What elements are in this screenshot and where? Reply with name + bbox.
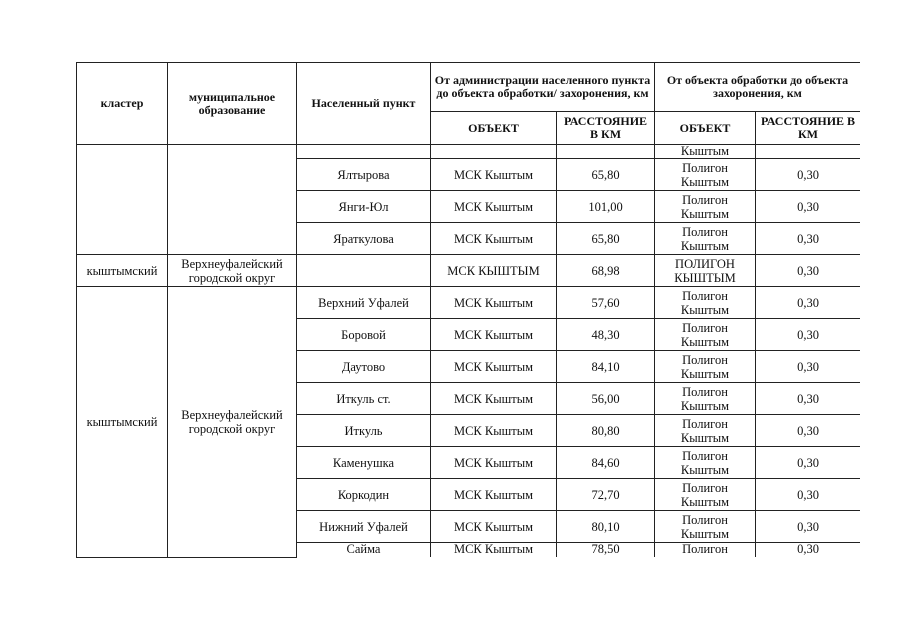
cell-object-2: Кыштым xyxy=(655,145,756,159)
cell-object-1: МСК Кыштым xyxy=(431,479,557,511)
cell-distance-1: 65,80 xyxy=(557,223,655,255)
summary-row xyxy=(77,255,861,287)
cell-distance-1: 56,00 xyxy=(557,383,655,415)
cell-settlement xyxy=(297,145,431,159)
cell-cluster-empty xyxy=(77,145,168,255)
cell-distance-2: 0,30 xyxy=(756,479,861,511)
cell-distance-1: 78,50 xyxy=(557,543,655,558)
cell-distance-2: 0,30 xyxy=(756,255,861,287)
header-group-processing-to-burial: От объекта обработки до объекта захоронения, км xyxy=(655,63,861,112)
cell-settlement xyxy=(297,255,431,287)
header-object-2: ОБЪЕКТ xyxy=(655,112,756,145)
cell-object-1: МСК Кыштым xyxy=(431,287,557,319)
cell-object-2: Полигон Кыштым xyxy=(655,159,756,191)
cell-distance-2: 0,30 xyxy=(756,287,861,319)
cell-distance-1: 80,10 xyxy=(557,511,655,543)
cell-municipality-empty xyxy=(168,145,297,255)
cell-distance-2: 0,30 xyxy=(756,511,861,543)
cell-cluster: кыштымский xyxy=(77,287,168,558)
cell-object-2: Полигон Кыштым xyxy=(655,191,756,223)
cell-distance-2: 0,30 xyxy=(756,415,861,447)
cell-settlement: Ялтырова xyxy=(297,159,431,191)
cell-settlement: Янги-Юл xyxy=(297,191,431,223)
header-distance-2: РАССТОЯНИЕ В КМ xyxy=(756,112,861,145)
cell-distance-1: 65,80 xyxy=(557,159,655,191)
cell-settlement: Иткуль xyxy=(297,415,431,447)
header-distance-1: РАССТОЯНИЕ В КМ xyxy=(557,112,655,145)
cell-object-2: Полигон Кыштым xyxy=(655,383,756,415)
cell-object-2: Полигон Кыштым xyxy=(655,351,756,383)
cell-distance-1: 48,30 xyxy=(557,319,655,351)
cell-object-1: МСК Кыштым xyxy=(431,511,557,543)
cell-object-2: Полигон Кыштым xyxy=(655,447,756,479)
cell-object-2: Полигон Кыштым xyxy=(655,479,756,511)
cell-distance-1: 72,70 xyxy=(557,479,655,511)
cell-object-2: ПОЛИГОН КЫШТЫМ xyxy=(655,255,756,287)
cell-settlement: Иткуль ст. xyxy=(297,383,431,415)
cell-distance-2: 0,30 xyxy=(756,351,861,383)
cell-distance-2: 0,30 xyxy=(756,447,861,479)
cell-distance-1: 84,10 xyxy=(557,351,655,383)
cell-distance-2: 0,30 xyxy=(756,383,861,415)
cell-object-1: МСК Кыштым xyxy=(431,543,557,558)
header-municipality: муниципальное образование xyxy=(168,63,297,145)
table-row xyxy=(77,287,861,319)
cell-distance-1: 84,60 xyxy=(557,447,655,479)
cell-object-1: МСК Кыштым xyxy=(431,191,557,223)
cell-object-2: Полигон Кыштым xyxy=(655,511,756,543)
cell-settlement: Даутово xyxy=(297,351,431,383)
cell-settlement: Верхний Уфалей xyxy=(297,287,431,319)
table-frame xyxy=(76,62,860,570)
cell-object-1: МСК КЫШТЫМ xyxy=(431,255,557,287)
cell-object-1: МСК Кыштым xyxy=(431,415,557,447)
cell-distance-1: 57,60 xyxy=(557,287,655,319)
cell-settlement: Каменушка xyxy=(297,447,431,479)
header-group-admin-to-processing: От администрации населенного пункта до объекта обработки/ захоронения, км xyxy=(431,63,655,112)
cell-settlement: Коркодин xyxy=(297,479,431,511)
cell-settlement: Сайма xyxy=(297,543,431,558)
cell-object-2: Полигон Кыштым xyxy=(655,223,756,255)
cell-distance-2: 0,30 xyxy=(756,319,861,351)
cell-object-1: МСК Кыштым xyxy=(431,159,557,191)
cell-distance-1: 101,00 xyxy=(557,191,655,223)
cell-distance-2: 0,30 xyxy=(756,223,861,255)
distance-table xyxy=(76,62,860,558)
cell-distance-2: 0,30 xyxy=(756,543,861,558)
cell-object-2: Полигон xyxy=(655,543,756,558)
cell-municipality: Верхнеуфалейский городской округ xyxy=(168,255,297,287)
cell-object-2: Полигон Кыштым xyxy=(655,415,756,447)
cell-object-1: МСК Кыштым xyxy=(431,447,557,479)
cell-object-1: МСК Кыштым xyxy=(431,383,557,415)
cell-distance-2 xyxy=(756,145,861,159)
cell-object-2: Полигон Кыштым xyxy=(655,287,756,319)
cell-distance-1: 80,80 xyxy=(557,415,655,447)
header-object-1: ОБЪЕКТ xyxy=(431,112,557,145)
cell-object-1: МСК Кыштым xyxy=(431,351,557,383)
cell-distance-2: 0,30 xyxy=(756,191,861,223)
cell-settlement: Боровой xyxy=(297,319,431,351)
cell-object-1 xyxy=(431,145,557,159)
cell-settlement: Нижний Уфалей xyxy=(297,511,431,543)
header-cluster: кластер xyxy=(77,63,168,145)
cell-object-1: МСК Кыштым xyxy=(431,319,557,351)
cell-distance-1: 68,98 xyxy=(557,255,655,287)
cell-distance-2: 0,30 xyxy=(756,159,861,191)
table-row xyxy=(77,145,861,159)
cell-object-2: Полигон Кыштым xyxy=(655,319,756,351)
cell-municipality: Верхнеуфалейский городской округ xyxy=(168,287,297,558)
cell-cluster: кыштымский xyxy=(77,255,168,287)
cell-distance-1 xyxy=(557,145,655,159)
cell-object-1: МСК Кыштым xyxy=(431,223,557,255)
cell-settlement: Яраткулова xyxy=(297,223,431,255)
header-settlement: Населенный пункт xyxy=(297,63,431,145)
